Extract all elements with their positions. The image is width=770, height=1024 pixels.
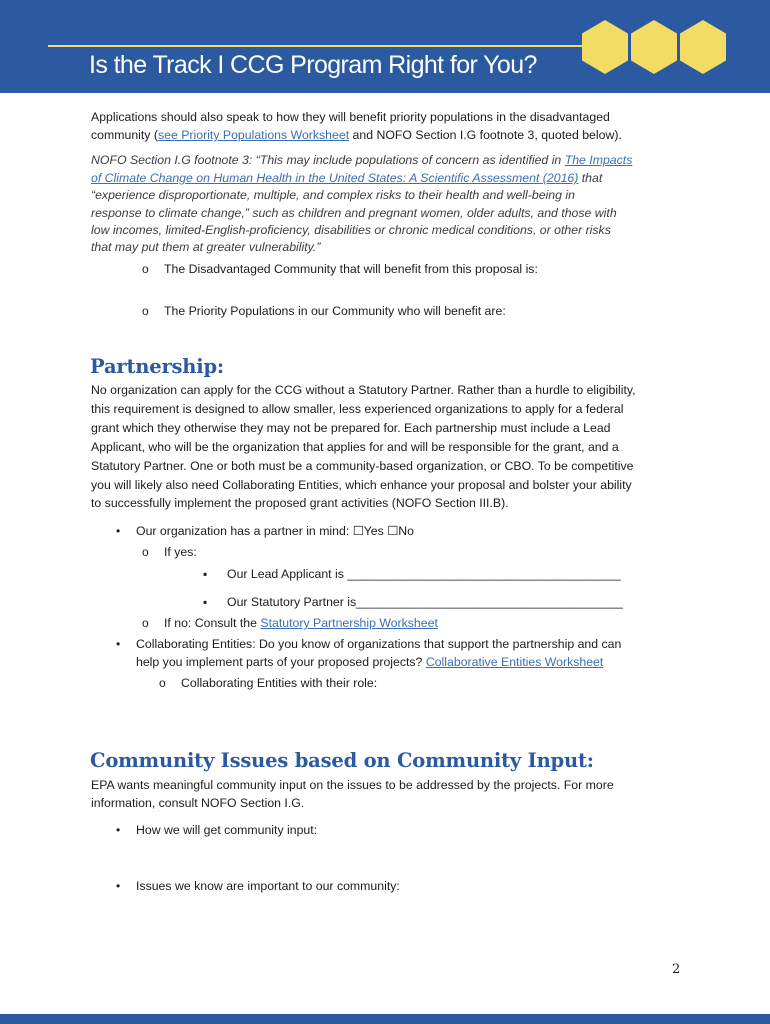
collaborating-entities-line-1: Collaborating Entities: Do you know of organizations that support the partnership and can <box>136 637 622 651</box>
partnership-line: grant which they otherwise they may not be prepared for. Each partnership must include a Lead <box>91 421 611 435</box>
footnote-line-4: response to climate change,” such as children and pregnant women, older adults, and those with <box>91 206 617 220</box>
important-issues-item: Issues we know are important to our community: <box>136 879 400 893</box>
hexagon-decoration-3 <box>680 20 726 74</box>
circle-marker: o <box>142 616 149 630</box>
footnote-line-5: low incomes, limited-English-proficiency, disabilities or chronic medical conditions, or other risks <box>91 223 611 237</box>
partnership-line: you will likely also need Collaborating Entities, which enhance your proposal and bolster your ability <box>91 478 632 492</box>
community-issues-line-1: EPA wants meaningful community input on the issues to be addressed by the projects. For more <box>91 778 614 792</box>
square-marker: ▪ <box>203 567 208 581</box>
partner-question: Our organization has a partner in mind: ☐Yes ☐No <box>136 524 414 538</box>
if-no-line: If no: Consult the Statutory Partnership Worksheet <box>164 616 438 630</box>
bullet-marker: • <box>116 879 121 893</box>
square-marker: ▪ <box>203 595 208 609</box>
footnote-line-1: NOFO Section I.G footnote 3: “This may include populations of concern as identified in The Impacts <box>91 153 633 167</box>
circle-marker: o <box>142 304 149 318</box>
circle-marker: o <box>159 676 166 690</box>
partnership-line: Statutory Partner. One or both must be a community-based organization, or CBO. To be competitive <box>91 459 634 473</box>
if-yes-label: If yes: <box>164 545 197 559</box>
statutory-partner-field[interactable]: Our Statutory Partner is_______________________________________ <box>227 595 623 609</box>
impacts-report-link-cont[interactable]: of Climate Change on Human Health in the United States: A Scientific Assessment (2016) <box>91 171 579 185</box>
partnership-line: this requirement is designed to allow smaller, less experienced organizations to apply for a federal <box>91 402 624 416</box>
partnership-heading: Partnership: <box>90 355 224 378</box>
footnote-line-6: that may put them at greater vulnerability.” <box>91 240 321 254</box>
priority-populations-worksheet-link[interactable]: see Priority Populations Worksheet <box>157 128 350 142</box>
community-issues-heading: Community Issues based on Community Input: <box>90 749 594 772</box>
bullet-marker: • <box>116 637 121 651</box>
lead-applicant-field[interactable]: Our Lead Applicant is ________________________________________ <box>227 567 621 581</box>
footer-bar <box>0 1014 770 1024</box>
yes-checkbox[interactable]: ☐ <box>352 524 364 538</box>
page-title: Is the Track I CCG Program Right for You? <box>89 51 537 79</box>
intro-line-2: community (see Priority Populations Worksheet and NOFO Section I.G footnote 3, quoted below). <box>91 128 622 142</box>
disadvantaged-community-item: The Disadvantaged Community that will benefit from this proposal is: <box>164 262 538 276</box>
bullet-marker: • <box>116 524 121 538</box>
collaborating-entities-line-2: help you implement parts of your proposed projects? Collaborative Entities Worksheet <box>136 655 604 669</box>
priority-populations-item: The Priority Populations in our Community who will benefit are: <box>164 304 506 318</box>
circle-marker: o <box>142 262 149 276</box>
hexagon-decoration-2 <box>631 20 677 74</box>
page-number: 2 <box>672 962 681 977</box>
partnership-line: No organization can apply for the CCG without a Statutory Partner. Rather than a hurdle to eligibility, <box>91 383 636 397</box>
partnership-line: to successfully implement the proposed grant activities (NOFO Section III.B). <box>91 496 509 510</box>
collaborating-entities-role: Collaborating Entities with their role: <box>181 676 378 690</box>
impacts-report-link[interactable]: The Impacts <box>564 153 633 167</box>
community-issues-line-2: information, consult NOFO Section I.G. <box>91 796 305 810</box>
no-checkbox[interactable]: ☐ <box>387 524 399 538</box>
circle-marker: o <box>142 545 149 559</box>
footnote-line-2: of Climate Change on Human Health in the United States: A Scientific Assessment (2016) that <box>91 171 603 185</box>
partnership-line: Applicant, who will be the organization that applies for and will be responsible for the grant, and a <box>91 440 619 454</box>
header-banner <box>0 0 770 93</box>
collaborative-entities-worksheet-link[interactable]: Collaborative Entities Worksheet <box>425 655 604 669</box>
banner-rule <box>48 45 588 47</box>
hexagon-decoration-1 <box>582 20 628 74</box>
bullet-marker: • <box>116 823 121 837</box>
footnote-line-3: “experience disproportionate, multiple, and complex risks to their health and well-being in <box>91 188 575 202</box>
community-input-item: How we will get community input: <box>136 823 318 837</box>
statutory-partnership-worksheet-link[interactable]: Statutory Partnership Worksheet <box>260 616 438 630</box>
intro-line-1: Applications should also speak to how they will benefit priority populations in the disadvantaged <box>91 110 610 124</box>
